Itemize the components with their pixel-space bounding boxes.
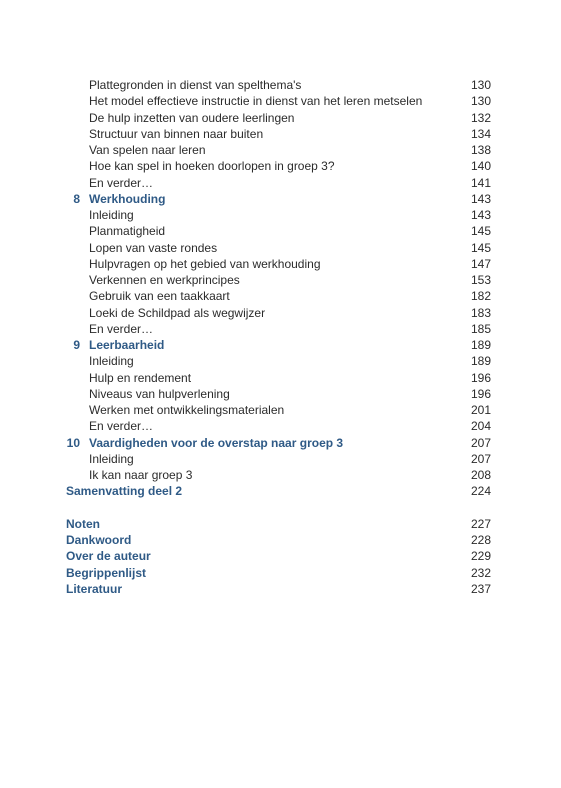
toc-entry-title: Het model effectieve instructie in dienst van het leren metselen xyxy=(89,94,423,109)
toc-entry-title: Verkennen en werkprincipes xyxy=(89,273,240,287)
toc-gap xyxy=(66,500,491,516)
toc-page-number: 232 xyxy=(470,565,491,580)
toc-page-number: 207 xyxy=(470,451,491,466)
toc-item-row[interactable] xyxy=(66,353,491,369)
toc-page-number: 143 xyxy=(470,191,491,206)
toc-page-number: 227 xyxy=(470,516,491,531)
toc-chapter-row[interactable] xyxy=(66,435,491,451)
toc-entry-title: Planmatigheid xyxy=(89,224,166,239)
toc-page-number: 143 xyxy=(470,208,491,222)
toc-entry-title: Hulp en rendement xyxy=(89,370,192,385)
toc-entry-title: Dankwoord xyxy=(66,533,132,547)
toc-entry-title: Inleiding xyxy=(89,451,134,466)
toc-item-row[interactable] xyxy=(66,402,491,418)
toc-entry-title: Over de auteur xyxy=(66,549,151,564)
toc-item-row[interactable] xyxy=(66,256,491,272)
toc-entry-title: Begrippenlijst xyxy=(66,565,147,580)
toc-entry-title: Van spelen naar leren xyxy=(89,143,206,157)
toc-page-number: 182 xyxy=(470,289,491,304)
toc-page-number: 145 xyxy=(470,224,491,239)
toc-item-row[interactable] xyxy=(66,321,491,337)
toc-entry-title: Ik kan naar groep 3 xyxy=(89,468,193,482)
toc-item-row[interactable] xyxy=(66,370,491,386)
toc-entry-title: Noten xyxy=(66,516,100,531)
toc-item-row[interactable] xyxy=(66,467,491,483)
toc-entry-title: Inleiding xyxy=(89,208,134,222)
toc-entry-title: Plattegronden in dienst van spelthema's xyxy=(89,78,302,92)
toc-page-number: 130 xyxy=(470,94,491,109)
toc-entry-title: Samenvatting deel 2 xyxy=(66,484,183,499)
toc-entry-title: Vaardigheden voor de overstap naar groep 3 xyxy=(89,435,344,450)
toc-item-row[interactable] xyxy=(66,272,491,288)
toc-page-number: 196 xyxy=(470,386,491,401)
toc-entry-title: Gebruik van een taakkaart xyxy=(89,289,230,304)
toc-entry-title: Structuur van binnen naar buiten xyxy=(89,126,264,141)
toc-page-number: 189 xyxy=(470,354,491,369)
toc-page-number: 207 xyxy=(470,435,491,450)
toc-item-row[interactable] xyxy=(66,240,491,256)
toc-chapter-number: 9 xyxy=(73,338,80,352)
toc-section-row[interactable] xyxy=(66,516,491,532)
toc-entry-title: Werkhouding xyxy=(89,191,166,206)
toc-item-row[interactable] xyxy=(66,93,491,109)
toc-page-number: 196 xyxy=(470,370,491,385)
toc-page-number: 138 xyxy=(470,143,491,157)
toc-item-row[interactable] xyxy=(66,77,491,93)
toc-section-row[interactable] xyxy=(66,532,491,548)
toc-entry-title: Loeki de Schildpad als wegwijzer xyxy=(89,305,266,320)
toc-item-row[interactable] xyxy=(66,142,491,158)
toc-section-row[interactable] xyxy=(66,581,491,597)
toc-item-row[interactable] xyxy=(66,126,491,142)
toc-page-number: 134 xyxy=(470,126,491,141)
toc-page-number: 229 xyxy=(470,549,491,564)
toc-entry-title: Leerbaarheid xyxy=(89,338,165,352)
toc-entry-title: Niveaus van hulpverlening xyxy=(89,386,230,401)
toc-page-number: 145 xyxy=(470,240,491,255)
toc-item-row[interactable] xyxy=(66,158,491,174)
toc-item-row[interactable] xyxy=(66,175,491,191)
toc-item-row[interactable] xyxy=(66,418,491,434)
toc-entry-title: En verder… xyxy=(89,419,154,434)
toc-entry-title: Literatuur xyxy=(66,581,123,596)
toc-page-number: 228 xyxy=(470,533,491,547)
toc-entry-title: Hoe kan spel in hoeken doorlopen in groep 3? xyxy=(89,159,335,174)
toc-page-number: 130 xyxy=(470,78,491,92)
toc-page-number: 208 xyxy=(470,468,491,482)
toc-page-number: 224 xyxy=(470,484,491,499)
toc-chapter-row[interactable] xyxy=(66,191,491,207)
toc-page-number: 201 xyxy=(470,403,491,417)
toc-entry-title: Lopen van vaste rondes xyxy=(89,240,218,255)
toc-entry-title: En verder… xyxy=(89,321,154,336)
toc-item-row[interactable] xyxy=(66,223,491,239)
toc-item-row[interactable] xyxy=(66,451,491,467)
toc-item-row[interactable] xyxy=(66,207,491,223)
toc-page-number: 141 xyxy=(470,175,491,190)
toc-entry-title: De hulp inzetten van oudere leerlingen xyxy=(89,110,295,125)
toc-entry-title: En verder… xyxy=(89,175,154,190)
toc-chapter-row[interactable] xyxy=(66,337,491,353)
toc-chapter-number: 8 xyxy=(73,191,80,206)
toc-item-row[interactable] xyxy=(66,386,491,402)
table-of-contents xyxy=(66,77,491,597)
toc-page-number: 204 xyxy=(470,419,491,434)
toc-page-number: 237 xyxy=(470,581,491,596)
toc-item-row[interactable] xyxy=(66,305,491,321)
toc-page-number: 140 xyxy=(470,159,491,174)
toc-page-number: 153 xyxy=(470,273,491,287)
toc-page-number: 185 xyxy=(470,321,491,336)
toc-page-number: 183 xyxy=(470,305,491,320)
toc-entry-title: Hulpvragen op het gebied van werkhouding xyxy=(89,256,321,271)
toc-chapter-number: 10 xyxy=(66,435,80,450)
toc-page-number: 189 xyxy=(470,338,491,352)
toc-section-row[interactable] xyxy=(66,565,491,581)
toc-item-row[interactable] xyxy=(66,288,491,304)
toc-page-number: 147 xyxy=(470,256,491,271)
toc-page-number: 132 xyxy=(470,110,491,125)
toc-item-row[interactable] xyxy=(66,110,491,126)
toc-entry-title: Inleiding xyxy=(89,354,134,369)
toc-section-row[interactable] xyxy=(66,548,491,564)
toc-entry-title: Werken met ontwikkelingsmaterialen xyxy=(89,403,285,417)
toc-section-row[interactable] xyxy=(66,483,491,499)
